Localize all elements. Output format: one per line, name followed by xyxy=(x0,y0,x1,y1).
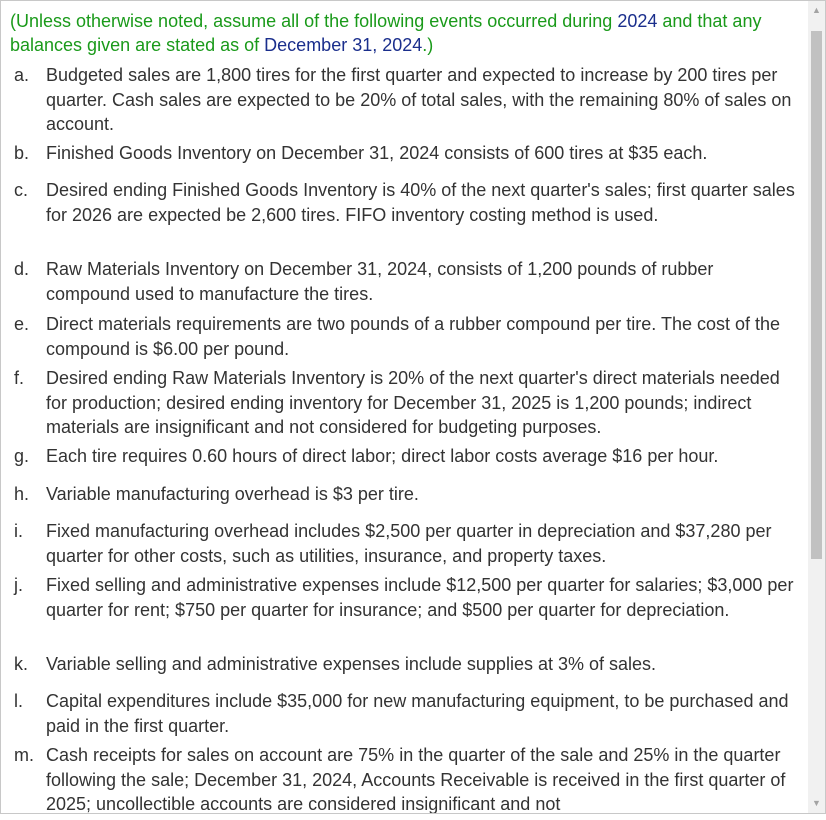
scroll-down-icon[interactable]: ▼ xyxy=(812,798,821,808)
item-text: Cash receipts for sales on account are 75% in the quarter of the sale and 25% in the quarter following the sale; December 31, 2024, Accounts Receivable is received in the first quarter of 2025; uncollectible accounts are considered insignificant and not xyxy=(46,745,786,813)
item-letter: j. xyxy=(14,575,23,595)
intro-year: 2024 xyxy=(617,11,658,31)
item-text: Fixed manufacturing overhead includes $2,500 per quarter in depreciation and $37,280 per quarter for other costs, such as utilities, insurance, and property taxes. xyxy=(46,521,772,566)
item-letter: m. xyxy=(14,745,34,765)
item-letter: i. xyxy=(14,521,23,541)
item-letter: d. xyxy=(14,259,30,279)
item-letter: e. xyxy=(14,314,30,334)
item-text: Raw Materials Inventory on December 31, 2024, consists of 1,200 pounds of rubber compound used to manufacture the tires. xyxy=(46,259,714,304)
scroll-up-icon[interactable]: ▲ xyxy=(812,5,821,15)
vertical-scrollbar[interactable] xyxy=(808,1,825,813)
item-letter: b. xyxy=(14,143,30,163)
item-letter: a. xyxy=(14,65,30,85)
item-text: Budgeted sales are 1,800 tires for the first quarter and expected to increase by 200 tires per quarter. Cash sales are expected to be 20% of total sales, with the remaining 80% of sales on account. xyxy=(46,65,792,134)
item-letter: g. xyxy=(14,446,30,466)
item-text: Fixed selling and administrative expenses include $12,500 per quarter for salaries; $3,000 per quarter for rent; $750 per quarter for insurance; and $500 per quarter for depreciation. xyxy=(46,575,794,620)
item-text: Finished Goods Inventory on December 31, 2024 consists of 600 tires at $35 each. xyxy=(46,143,708,163)
item-text: Desired ending Raw Materials Inventory is 20% of the next quarter's direct materials needed for production; desired ending inventory for December 31, 2025 is 1,200 pounds; indirect materials are insignificant and not considered for budgeting purposes. xyxy=(46,368,780,437)
intro-date: December 31, 2024 xyxy=(264,35,423,55)
item-letter: f. xyxy=(14,368,25,388)
item-letter: h. xyxy=(14,484,30,504)
item-text: Each tire requires 0.60 hours of direct labor; direct labor costs average $16 per hour. xyxy=(46,446,719,466)
item-letter: k. xyxy=(14,654,29,674)
item-text: Capital expenditures include $35,000 for new manufacturing equipment, to be purchased and paid in the first quarter. xyxy=(46,691,789,736)
item-text: Variable manufacturing overhead is $3 per tire. xyxy=(46,484,419,504)
item-text: Direct materials requirements are two pounds of a rubber compound per tire. The cost of the compound is $6.00 per pound. xyxy=(46,314,781,359)
item-text: Desired ending Finished Goods Inventory is 40% of the next quarter's sales; first quarter sales for 2026 are expected be 2,600 tires. FIFO inventory costing method is used. xyxy=(46,180,795,225)
intro-text-2: and that any balances given are stated as of xyxy=(10,11,762,55)
content-area xyxy=(1,1,809,813)
intro-text-3: .) xyxy=(422,35,434,55)
intro-text-1: (Unless otherwise noted, assume all of the following events occurred during xyxy=(10,11,618,31)
item-letter: l. xyxy=(14,691,23,711)
intro-note xyxy=(10,9,800,57)
scrollbar-thumb[interactable] xyxy=(811,31,822,559)
item-text: Variable selling and administrative expenses include supplies at 3% of sales. xyxy=(46,654,657,674)
item-letter: c. xyxy=(14,180,29,200)
